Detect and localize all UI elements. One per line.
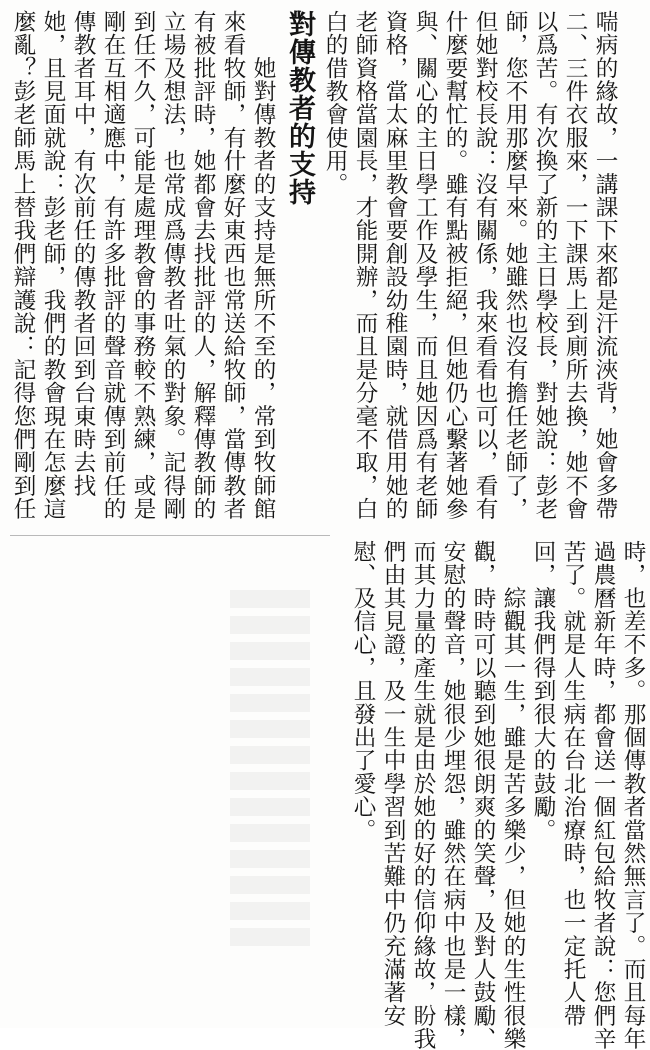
text-column: 立場及想法，也常成爲傳教者吐氣的對象。記得剛 <box>160 10 186 521</box>
text-column: 白的借教會使用。 <box>322 10 348 196</box>
text-column: 什麼要幫忙的。雖有點被拒絕，但她仍心繫著她參 <box>442 10 468 521</box>
text-column: 二、三件衣服來，一下課馬上到廁所去換，她不會 <box>562 10 588 521</box>
text-column: 過農曆新年時，都會送一個紅包給牧者說：您們辛 <box>590 540 616 1050</box>
text-column: 她，且見面就說：彭老師，我們的教會現在怎麼這 <box>40 10 66 521</box>
text-column: 們由其見證，及一生中學習到苦難中仍充滿著安 <box>380 540 406 1028</box>
page-cut-divider <box>10 535 330 536</box>
bottom-text-block <box>348 540 648 1050</box>
text-column: 麼亂？彭老師馬上替我們辯護說：記得您們剛到任 <box>10 10 36 521</box>
text-column: 與、關心的主日學工作及學生，而且她因爲有老師 <box>412 10 438 521</box>
text-column: 時，也差不多。那個傳教者當然無言了。而且每年 <box>620 540 646 1050</box>
text-column: 到任不久，可能是處理教會的事務較不熟練，或是 <box>130 10 156 521</box>
text-column: 回，讓我們得到很大的鼓勵。 <box>530 540 556 842</box>
text-column: 綜觀其一生，雖是苦多樂少，但她的生性很樂 <box>500 540 526 1050</box>
text-column: 而其力量的產生就是由於她的好的信仰緣故，盼我 <box>410 540 436 1050</box>
top-text-block <box>8 10 620 520</box>
text-column: 傳教者耳中，有次前任的傳教者回到台東時去找 <box>70 10 96 498</box>
text-column: 來看牧師，有什麼好東西也常送給牧師，當傳教者 <box>220 10 246 521</box>
text-column: 慰、及信心，且發出了愛心。 <box>350 540 376 842</box>
text-column: 老師資格當園長，才能開辦，而且是分毫不取，白 <box>352 10 378 521</box>
section-heading: 對傳教者的支持 <box>284 10 315 206</box>
text-column: 她對傳教者的支持是無所不至的，常到牧師館 <box>250 10 276 521</box>
text-column: 安慰的聲音，她很少埋怨，雖然在病中也是一樣， <box>440 540 466 1050</box>
text-column: 有被批評時，她都會去找批評的人，解釋傳教師的 <box>190 10 216 521</box>
text-column: 以爲苦。有次換了新的主日學校長，對她說：彭老 <box>532 10 558 521</box>
text-column: 但她對校長說：沒有關係，我來看看也可以，看有 <box>472 10 498 521</box>
text-column: 觀，時時可以聽到她很朗爽的笑聲，及對人鼓勵、 <box>470 540 496 1050</box>
text-column: 剛在互相適應中，有許多批評的聲音就傳到前任的 <box>100 10 126 521</box>
text-column: 喘病的緣故，一講課下來都是汗流浹背，她會多帶 <box>592 10 618 521</box>
text-column: 苦了。就是人生病在台北治療時，也一定托人帶 <box>560 540 586 1028</box>
text-column: 師，您不用那麼早來。她雖然也沒有擔任老師了， <box>502 10 528 521</box>
bleed-through-shadow <box>230 590 310 950</box>
text-column: 資格，當太麻里教會要創設幼稚園時，就借用她的 <box>382 10 408 521</box>
